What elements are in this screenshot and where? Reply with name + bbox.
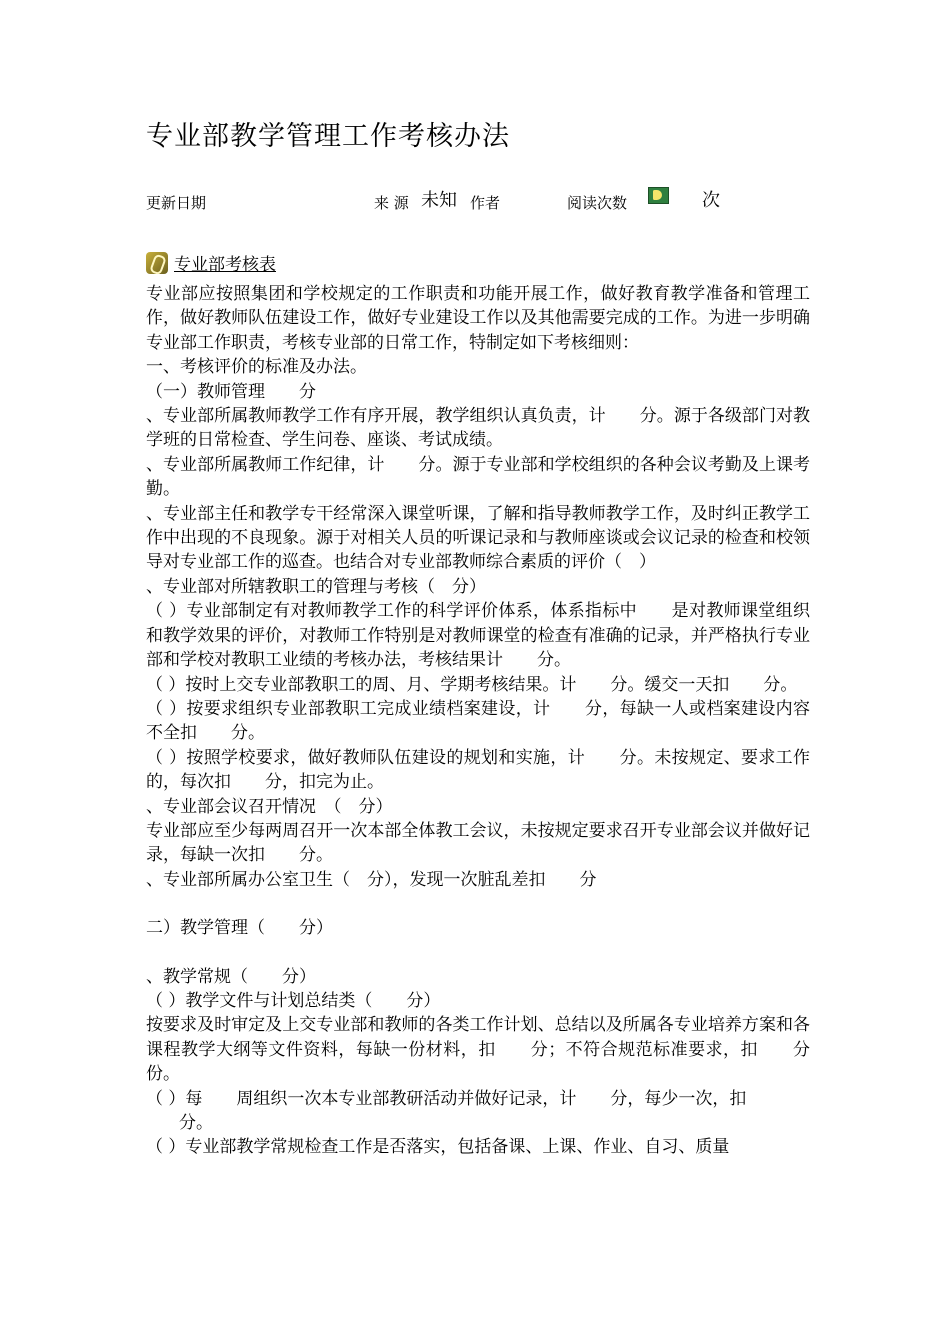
article-body [146, 282, 810, 1160]
clause-paragraph: 专业部应至少每两周召开一次本部全体教工会议，未按规定要求召开专业部会议并做好记录，每缺一次扣 分。 [146, 820, 810, 866]
subsection-heading: 二）教学管理（ 分） [146, 918, 333, 939]
author-label: 作者 [470, 194, 501, 212]
clause-paragraph: （ ）按照学校要求，做好教师队伍建设的规划和实施，计 分。未按规定、要求工作的，每次扣 分，扣完为止。 [146, 747, 810, 793]
read-count-unit: 次 [702, 190, 720, 211]
source-label: 来 源 [374, 194, 409, 212]
clause-paragraph: （ ）专业部教学常规检查工作是否落实，包括备课、上课、作业、自习、质量 [146, 1137, 730, 1158]
clause-paragraph: （ ）按时上交专业部教职工的周、月、学期考核结果。计 分。缓交一天扣 分。 [146, 674, 798, 695]
clause-paragraph: 、专业部会议召开情况 （ 分） [146, 796, 393, 817]
clause-paragraph: 、专业部所属教师教学工作有序开展，教学组织认真负责，计 分。源于各级部门对教学班的日常检查、学生问卷、座谈、考试成绩。 [146, 406, 810, 451]
clause-paragraph: （ ）按要求组织专业部教职工完成业绩档案建设，计 分，每缺一人或档案建设内容不全扣 分。 [146, 698, 810, 744]
attachment-row [146, 250, 276, 276]
spacer [146, 941, 810, 965]
paperclip-icon [146, 252, 168, 274]
clause-paragraph: 、专业部对所辖教职工的管理与考核（ 分） [146, 576, 486, 597]
section-heading: 一、考核评价的标准及办法。 [146, 357, 367, 378]
clause-paragraph: （ ）每 周组织一次本专业部教研活动并做好记录，计 分，每少一次，扣 [146, 1088, 747, 1109]
update-date-label: 更新日期 [146, 194, 207, 212]
clause-paragraph: （ ）专业部制定有对教师教学工作的科学评价体系，体系指标中 是对教师课堂组织和教学效果的评价，对教师工作特别是对教师课堂的检查有准确的记录，并严格执行专业部和学校对教职工业绩的考核办法，考核结果计 分。 [146, 601, 810, 671]
spacer [146, 892, 810, 916]
clause-paragraph: 分。 [179, 1113, 213, 1133]
clause-paragraph: 、专业部主任和教学专干经常深入课堂听课，了解和指导教师教学工作，及时纠正教学工作中出现的不良现象。源于对相关人员的听课记录和与教师座谈或会议记录的检查和校领导对专业部工作的巡查。也结合对专业部教师综合素质的评价（ ） [146, 503, 810, 573]
read-count-label: 阅读次数 [567, 194, 628, 212]
hit-counter-icon [648, 187, 669, 204]
source-value: 未知 [421, 190, 457, 211]
page-title: 专业部教学管理工作考核办法 [146, 121, 510, 152]
clause-paragraph: 、教学常规（ 分） [146, 966, 316, 987]
intro-paragraph: 专业部应按照集团和学校规定的工作职责和功能开展工作，做好教育教学准备和管理工作，做好教师队伍建设工作，做好专业建设工作以及其他需要完成的工作。为进一步明确专业部工作职责，考核专业部的日常工作，特制定如下考核细则： [146, 284, 810, 353]
clause-paragraph: 、专业部所属办公室卫生（ 分），发现一次脏乱差扣 分 [146, 869, 597, 890]
subsection-heading: （一）教师管理 分 [146, 381, 316, 402]
clause-paragraph: （ ）教学文件与计划总结类（ 分） [146, 990, 441, 1011]
clause-paragraph: 、专业部所属教师工作纪律，计 分。源于专业部和学校组织的各种会议考勤及上课考勤。 [146, 454, 810, 500]
clause-paragraph: 按要求及时审定及上交专业部和教师的各类工作计划、总结以及所属各专业培养方案和各课程教学大纲等文件资料，每缺一份材料，扣 分；不符合规范标准要求，扣 分 份。 [146, 1015, 810, 1085]
attachment-link[interactable]: 专业部考核表 [174, 255, 276, 275]
